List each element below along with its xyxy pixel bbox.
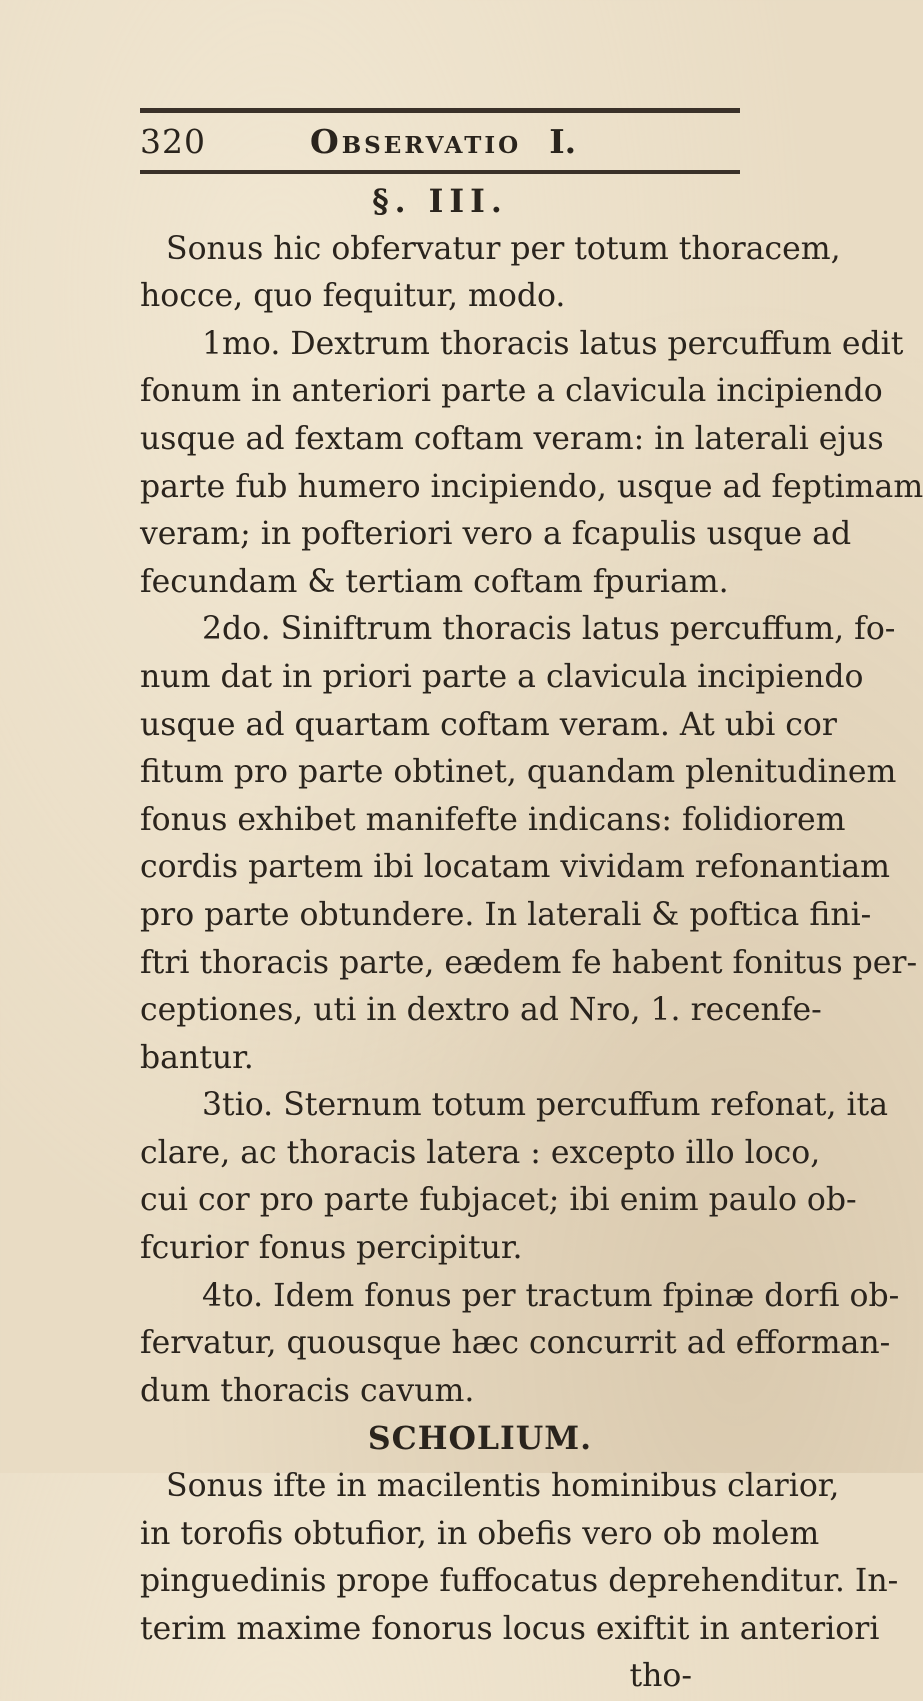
text-line: Sonus hic obfervatur per totum thoracem, [166, 230, 841, 267]
text-line: hocce, quo fequitur, modo. [140, 278, 566, 315]
text-line: cui cor pro parte fubjacet; ibi enim paulo ob- [140, 1182, 857, 1219]
scholium-heading: SCHOLIUM. [367, 1420, 593, 1458]
text-line: bantur. [140, 1039, 254, 1076]
text-line: usque ad quartam coftam veram. At ubi cor [140, 706, 837, 743]
text-line: fervatur, quousque hæc concurrit ad efforman- [140, 1325, 891, 1362]
text-line: 3tio. Sternum totum percuffum refonat, ita [202, 1087, 888, 1124]
text-line: usque ad fextam coftam veram: in laterali ejus [140, 420, 884, 457]
header-rule-bottom [140, 170, 740, 174]
text-line: fcurior fonus percipitur. [140, 1230, 523, 1267]
text-line: veram; in pofteriori vero a fcapulis usque ad [140, 516, 852, 553]
text-line: fonum in anteriori parte a clavicula incipiendo [140, 373, 883, 410]
text-line: num dat in priori parte a clavicula incipiendo [140, 658, 864, 695]
running-title: Observatio [310, 121, 522, 161]
text-line: fecundam & tertiam coftam fpuriam. [140, 563, 729, 600]
page-number: 320 [140, 121, 206, 161]
text-line: dum thoracis cavum. [140, 1372, 475, 1409]
text-line: pinguedinis prope fuffocatus deprehenditur. In- [140, 1563, 899, 1600]
section-heading: §. III. [372, 183, 508, 220]
text-line: pro parte obtundere. In laterali & poftica fini- [140, 896, 872, 933]
text-line: 2do. Siniftrum thoracis latus percuffum, fo- [202, 611, 896, 648]
text-line: terim maxime fonorus locus exiftit in anteriori [140, 1610, 880, 1647]
text-line: fonus exhibet manifefte indicans: folidiorem [140, 801, 846, 838]
text-line: cordis partem ibi locatam vividam refonantiam [140, 849, 891, 886]
text-line: in torofis obtufior, in obefis vero ob molem [140, 1515, 820, 1552]
running-head [140, 116, 740, 166]
text-line: clare, ac thoracis latera : excepto illo loco, [140, 1134, 821, 1171]
text-line: 1mo. Dextrum thoracis latus percuffum edit [202, 325, 904, 362]
text-line: ceptiones, uti in dextro ad Nro, 1. recenfe- [140, 992, 822, 1029]
catchword: tho- [629, 1658, 692, 1695]
body-text [140, 178, 923, 1701]
running-title-numeral: I. [549, 121, 577, 161]
text-line: 4to. Idem fonus per tractum fpinæ dorfi ob- [202, 1277, 900, 1314]
text-line: fitum pro parte obtinet, quandam plenitudinem [140, 754, 897, 791]
header-rule-top [140, 108, 740, 113]
text-line: Sonus ifte in macilentis hominibus clarior, [166, 1468, 840, 1505]
text-line: ftri thoracis parte, eædem fe habent fonitus per- [140, 944, 918, 981]
text-line: parte fub humero incipiendo, usque ad feptimam [140, 468, 923, 505]
